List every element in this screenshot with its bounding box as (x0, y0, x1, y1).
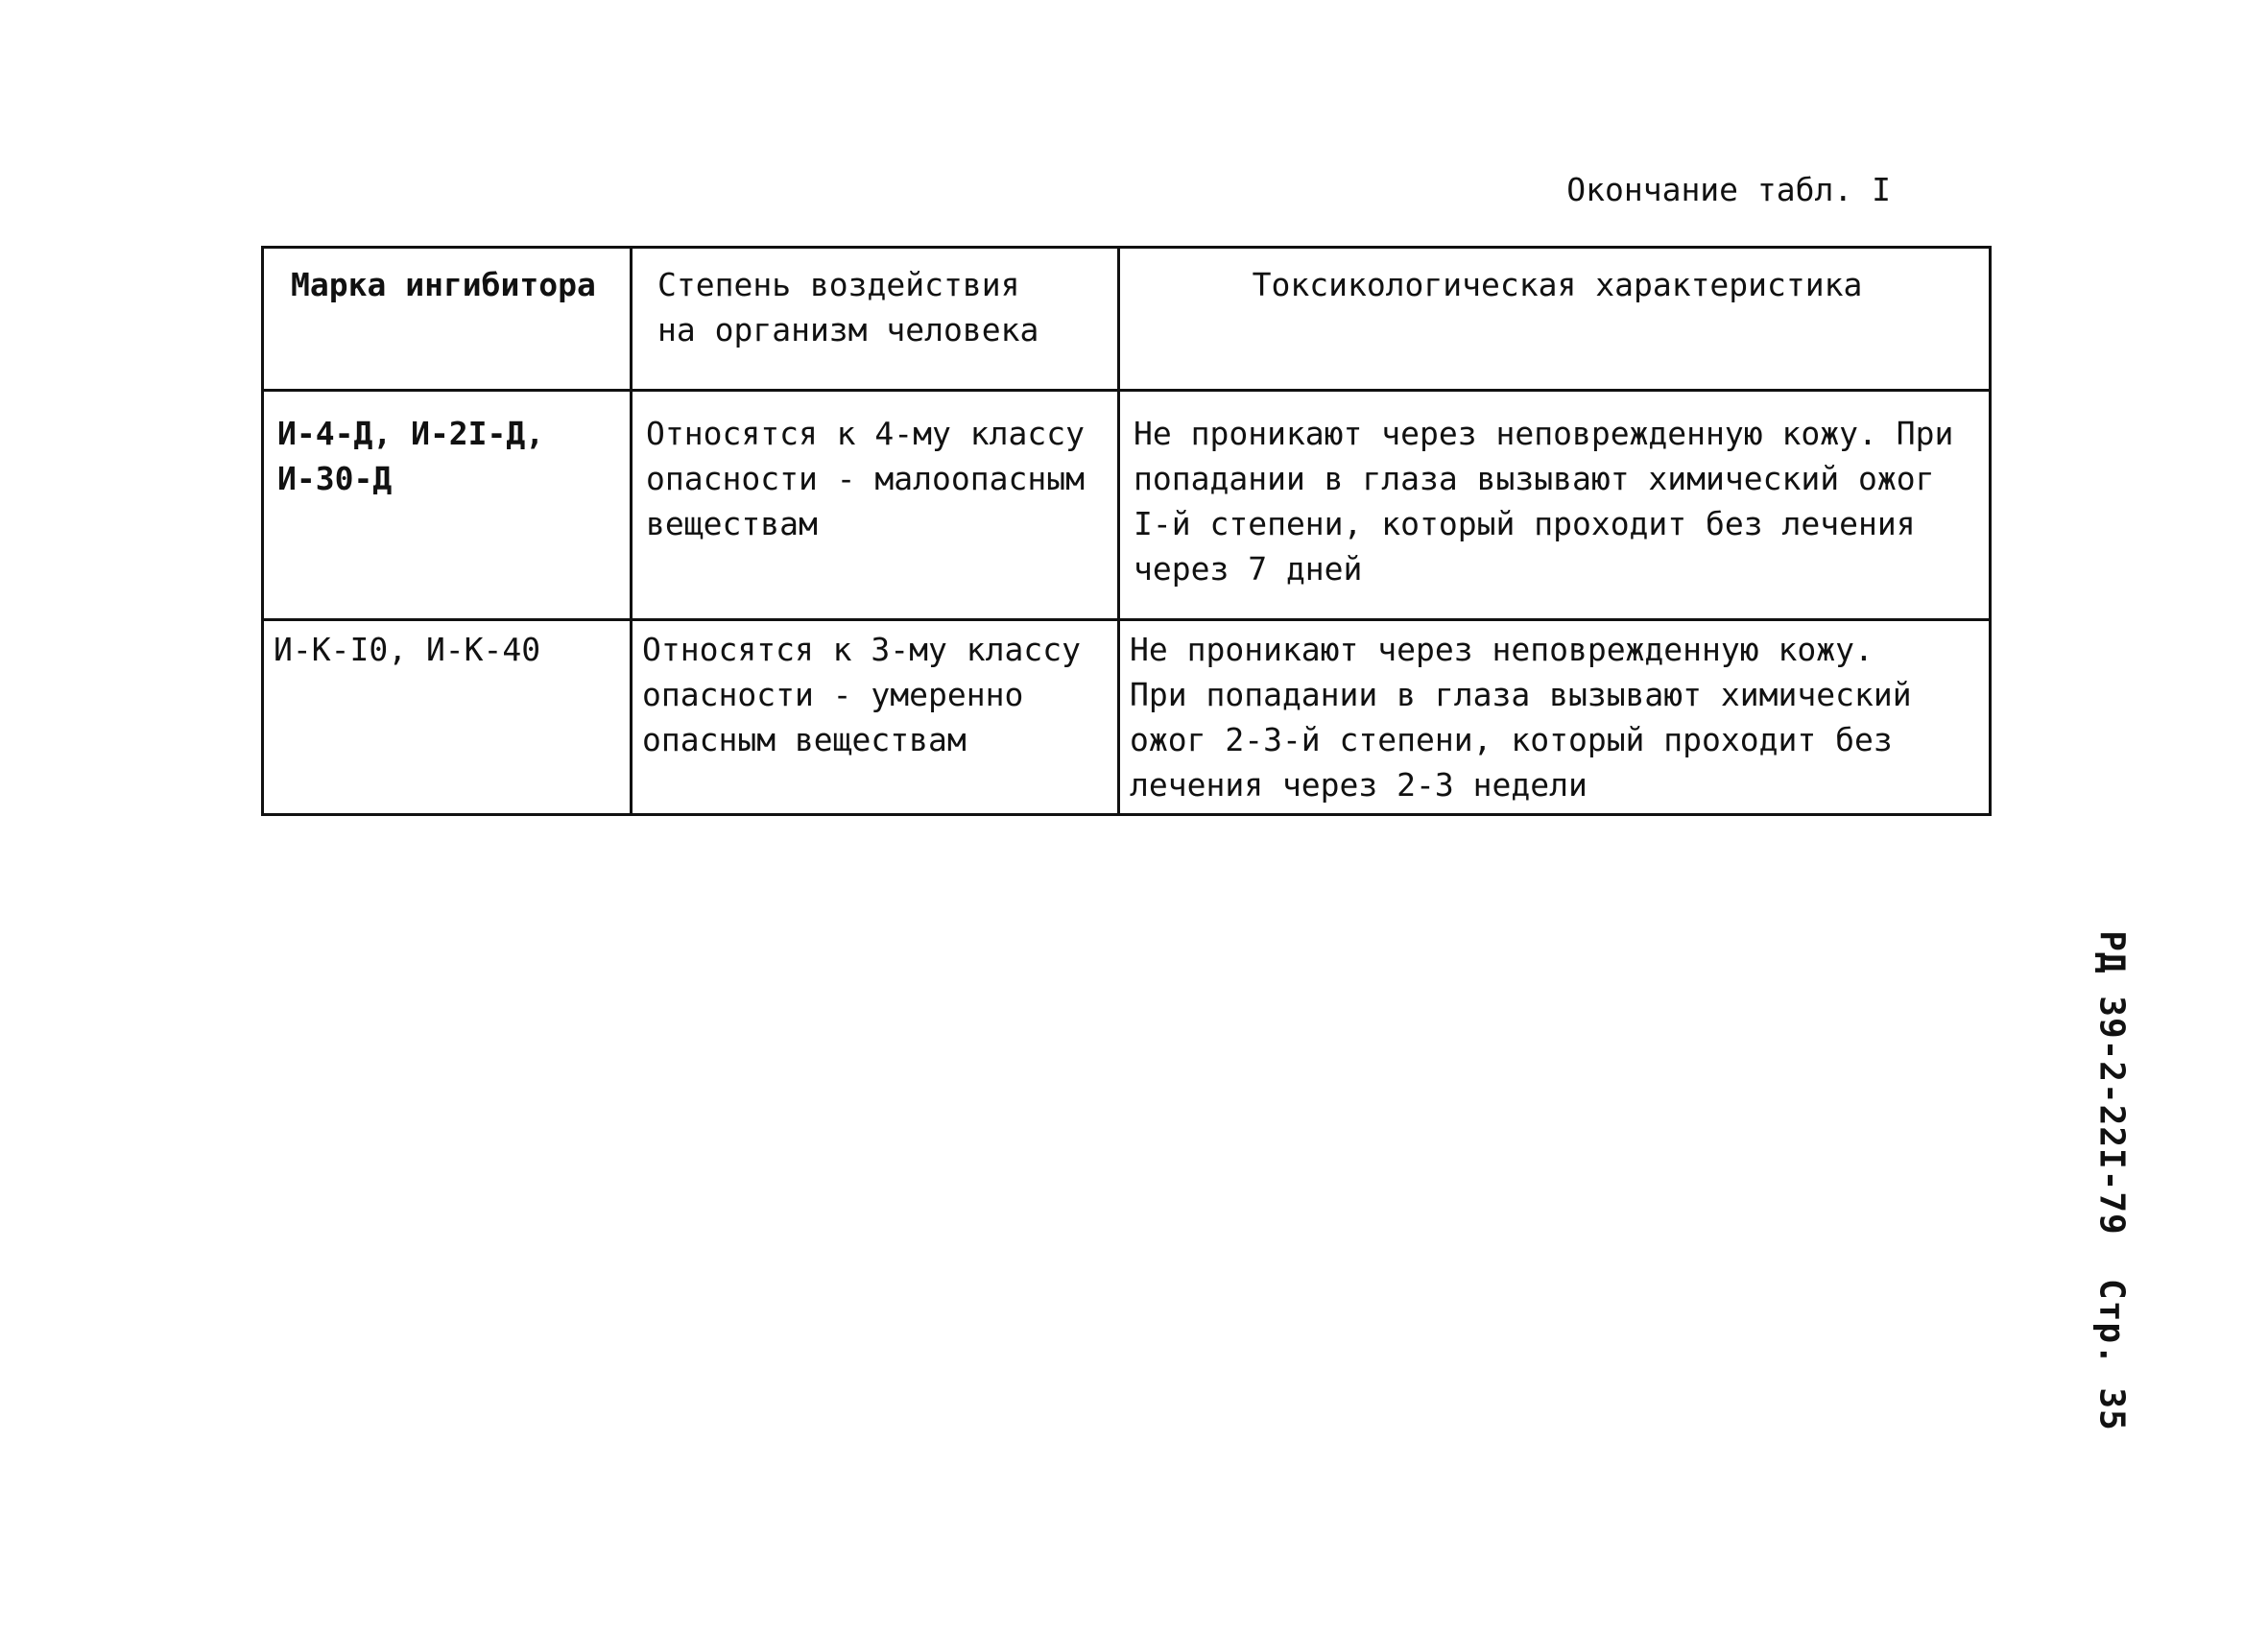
header-row (263, 248, 1991, 391)
cell-impact-degree: Относятся к 4-му классу опасности - малоопасным веществам (632, 391, 1119, 620)
cell-inhibitor-brand: И-К-I0, И-К-40 (263, 620, 632, 815)
table-header (263, 248, 1991, 391)
document-code-page-number: РД 39-2-22I-79 Стр. 35 (2091, 930, 2132, 1431)
table-row (263, 620, 1991, 815)
table-body (263, 391, 1991, 815)
cell-impact-degree: Относятся к 3-му классу опасности - умеренно опасным веществам (632, 620, 1119, 815)
cell-toxicology: Не проникают через неповрежденную кожу. При попадании в глаза вызывают химический ожог 2-3-й степени, который проходит без лечения через 2-3 недели (1119, 620, 1991, 815)
cell-inhibitor-brand: И-4-Д, И-2I-Д, И-30-Д (263, 391, 632, 620)
toxicology-table (261, 246, 1992, 816)
header-inhibitor-brand: Марка ингибитора (263, 248, 632, 391)
header-toxicology: Токсикологическая характеристика (1119, 248, 1991, 391)
table-row (263, 391, 1991, 620)
header-impact-degree: Степень воздействия на организм человека (632, 248, 1119, 391)
cell-toxicology: Не проникают через неповрежденную кожу. При попадании в глаза вызывают химический ожог I-й степени, который проходит без лечения через 7 дней (1119, 391, 1991, 620)
table-continuation-caption: Окончание табл. I (1566, 171, 1891, 208)
